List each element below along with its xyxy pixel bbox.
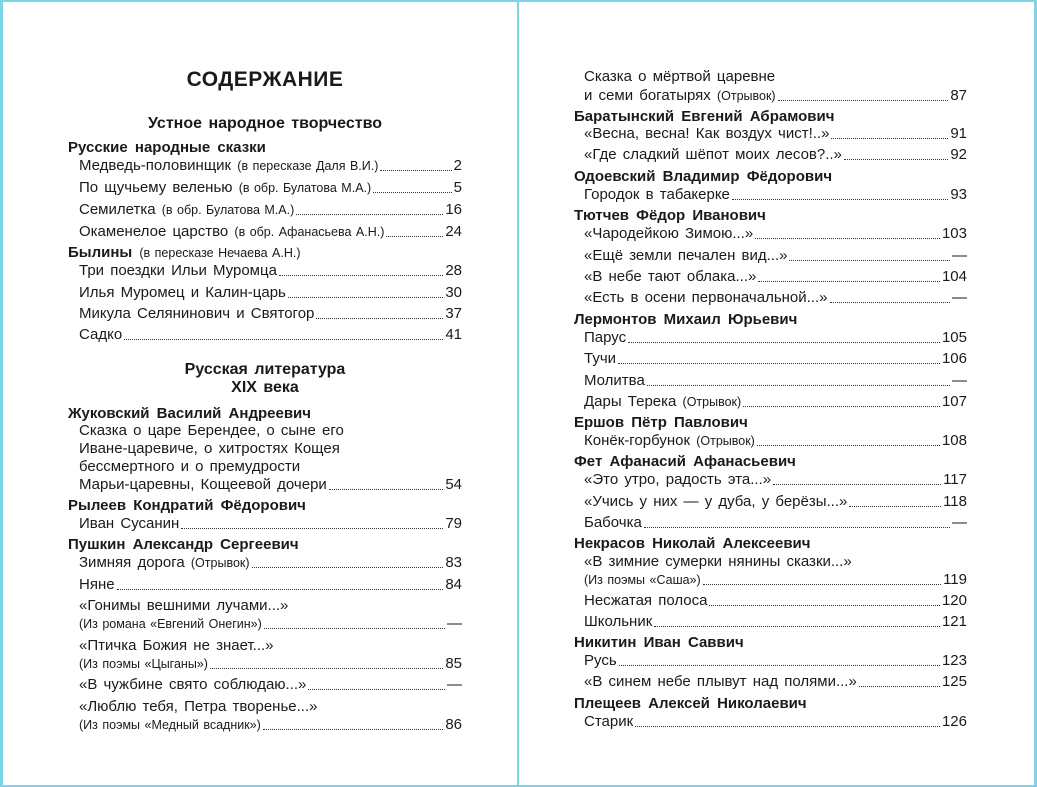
page-number: —	[952, 372, 967, 389]
toc-entry[interactable]: Бабочка —	[584, 514, 967, 531]
page-number: 123	[941, 652, 967, 669]
toc-entry[interactable]: «Где сладкий шёпот моих лесов?..» 92	[584, 146, 967, 163]
toc-entry[interactable]: Окаменелое царство (в обр. Афанасьева А.Н.) 24	[79, 223, 462, 240]
page-number: 79	[445, 515, 462, 532]
toc-entry[interactable]: Старик 126	[584, 713, 967, 730]
toc-entry[interactable]: (Из романа «Евгений Онегин») —	[79, 615, 462, 632]
toc-entry[interactable]: Няне 84	[79, 576, 462, 593]
page-number: —	[952, 247, 967, 264]
toc-entry[interactable]: (Из поэмы «Цыганы») 85	[79, 655, 462, 672]
toc-entry[interactable]: «Ещё земли печален вид...» —	[584, 247, 967, 264]
toc-entry[interactable]: «В небе тают облака...» 104	[584, 268, 967, 285]
page-number: 103	[941, 225, 967, 242]
author-heading: Плещеев Алексей Николаевич	[574, 695, 807, 712]
author-heading: Никитин Иван Саввич	[574, 634, 744, 651]
toc-entry[interactable]: Русь 123	[584, 652, 967, 669]
toc-entry[interactable]: «В синем небе плывут над полями...» 125	[584, 673, 967, 690]
page-number: 92	[950, 146, 967, 163]
author-heading: Фет Афанасий Афанасьевич	[574, 453, 796, 470]
toc-entry[interactable]: «Чародейкою Зимою...» 103	[584, 225, 967, 242]
page-number: —	[952, 514, 967, 531]
toc-entry[interactable]: Садко 41	[79, 326, 462, 343]
page-number: 37	[445, 305, 462, 322]
toc-entry[interactable]: Парус 105	[584, 329, 967, 346]
toc-entry[interactable]: Школьник 121	[584, 613, 967, 630]
page-number: 16	[445, 201, 462, 218]
page-number: 105	[941, 329, 967, 346]
page-number: 118	[943, 493, 967, 510]
page-number: 83	[445, 554, 462, 571]
toc-entry[interactable]: Три поездки Ильи Муромца 28	[79, 262, 462, 279]
page-number: 126	[941, 713, 967, 730]
page-number: 85	[445, 655, 462, 672]
toc-entry[interactable]: Молитва —	[584, 372, 967, 389]
page-number: 108	[941, 432, 967, 449]
page-number: 119	[943, 571, 967, 588]
author-heading: Некрасов Николай Алексеевич	[574, 535, 811, 552]
page-number: —	[447, 615, 462, 632]
toc-entry[interactable]: Городок в табакерке 93	[584, 186, 967, 203]
author-heading: Лермонтов Михаил Юрьевич	[574, 311, 798, 328]
author-heading: Былины (в пересказе Нечаева А.Н.)	[68, 244, 301, 261]
page-number: 84	[445, 576, 462, 593]
page-number: 121	[941, 613, 967, 630]
toc-entry[interactable]: Семилетка (в обр. Булатова М.А.) 16	[79, 201, 462, 218]
frame-border-left	[0, 0, 3, 787]
author-heading: Одоевский Владимир Фёдорович	[574, 168, 833, 185]
toc-text-line: «Птичка Божия не знает...»	[79, 637, 274, 654]
page-number: —	[952, 289, 967, 306]
page-number: 125	[941, 673, 967, 690]
toc-entry[interactable]: По щучьему веленью (в обр. Булатова М.А.) 5	[79, 179, 462, 196]
section-title: Русская литература	[184, 361, 346, 378]
toc-entry[interactable]: Конёк-горбунок (Отрывок) 108	[584, 432, 967, 449]
toc-entry[interactable]: Зимняя дорога (Отрывок) 83	[79, 554, 462, 571]
toc-entry[interactable]: Медведь-половинщик (в пересказе Даля В.И.) 2	[79, 157, 462, 174]
author-heading: Баратынский Евгений Абрамович	[574, 108, 835, 125]
page-number: 107	[941, 393, 967, 410]
author-heading: Русские народные сказки	[68, 139, 266, 156]
author-heading: Тютчев Фёдор Иванович	[574, 207, 766, 224]
author-heading: Рылеев Кондратий Фёдорович	[68, 497, 306, 514]
toc-text-line: Сказка о царе Берендее, о сыне его	[79, 422, 344, 439]
page-number: 41	[445, 326, 462, 343]
page-number: 117	[943, 471, 967, 488]
page-number: 93	[950, 186, 967, 203]
toc-entry[interactable]: «Это утро, радость эта...» 117	[584, 471, 967, 488]
page-number: 106	[941, 350, 967, 367]
toc-entry[interactable]: и семи богатырях (Отрывок) 87	[584, 87, 967, 104]
toc-text-line: «Гонимы вешними лучами...»	[79, 597, 289, 614]
page-number: 104	[941, 268, 967, 285]
page-number: 86	[445, 716, 462, 733]
toc-text-line: Иване-царевиче, о хитростях Кощея	[79, 440, 340, 457]
toc-entry[interactable]: Дары Терека (Отрывок) 107	[584, 393, 967, 410]
toc-entry[interactable]: Иван Сусанин 79	[79, 515, 462, 532]
toc-text-line: «Люблю тебя, Петра творенье...»	[79, 698, 318, 715]
page-title: СОДЕРЖАНИЕ	[186, 68, 344, 91]
toc-entry[interactable]: Микула Селянинович и Святогор 37	[79, 305, 462, 322]
toc-entry[interactable]: Илья Муромец и Калин-царь 30	[79, 284, 462, 301]
page-gutter-divider	[517, 0, 519, 787]
author-heading: Ершов Пётр Павлович	[574, 414, 748, 431]
toc-text-line: «В зимние сумерки нянины сказки...»	[584, 553, 852, 570]
page-number: 120	[941, 592, 967, 609]
toc-entry[interactable]: Марьи-царевны, Кощеевой дочери 54	[79, 476, 462, 493]
toc-entry[interactable]: «В чужбине свято соблюдаю...» —	[79, 676, 462, 693]
page-number: 24	[445, 223, 462, 240]
page-number: 2	[453, 157, 462, 174]
page-number: 5	[453, 179, 462, 196]
toc-entry[interactable]: (Из поэмы «Медный всадник») 86	[79, 716, 462, 733]
toc-text-line: Сказка о мёртвой царевне	[584, 68, 776, 85]
page-number: 30	[445, 284, 462, 301]
toc-entry[interactable]: «Учись у них — у дуба, у берёзы...» 118	[584, 493, 967, 510]
toc-text-line: бессмертного и о премудрости	[79, 458, 301, 475]
toc-entry[interactable]: (Из поэмы «Саша») 119	[584, 571, 967, 588]
section-title: XIX века	[231, 379, 299, 396]
toc-entry[interactable]: «Весна, весна! Как воздух чист!..» 91	[584, 125, 967, 142]
page-number: 87	[950, 87, 967, 104]
section-title: Устное народное творчество	[147, 115, 382, 132]
toc-entry[interactable]: Несжатая полоса 120	[584, 592, 967, 609]
page-number: 28	[445, 262, 462, 279]
toc-entry[interactable]: Тучи 106	[584, 350, 967, 367]
toc-entry[interactable]: «Есть в осени первоначальной...» —	[584, 289, 967, 306]
page-number: 54	[445, 476, 462, 493]
page-number: 91	[950, 125, 967, 142]
page-number: —	[447, 676, 462, 693]
author-heading: Пушкин Александр Сергеевич	[68, 536, 299, 553]
author-heading: Жуковский Василий Андреевич	[68, 405, 311, 422]
